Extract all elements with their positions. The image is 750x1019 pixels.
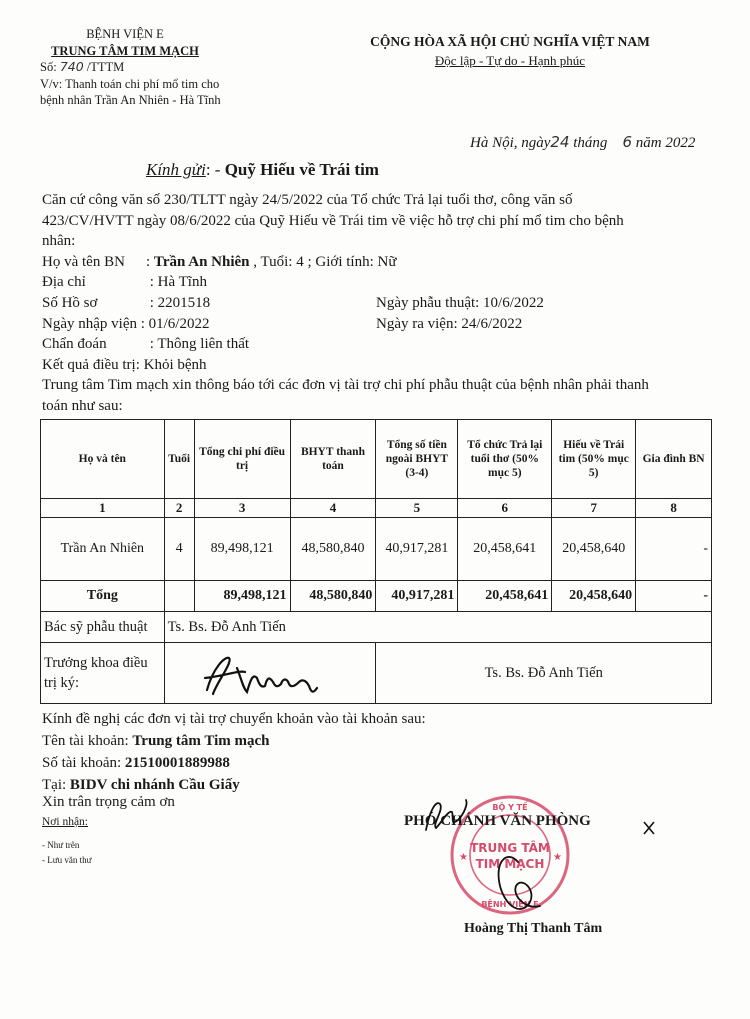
svg-text:★: ★ [553, 852, 562, 863]
recipients-title: Nơi nhận: [42, 816, 89, 828]
table-cell: - [636, 518, 712, 581]
svg-text:★: ★ [459, 852, 468, 863]
recipient-item: - Như trên [42, 840, 80, 850]
table-row [41, 518, 712, 581]
recipient-line: Kính gửi: - Quỹ Hiếu về Trái tim [146, 160, 379, 179]
national-motto: Độc lập - Tự do - Hạnh phúc [434, 53, 586, 68]
admit-line [42, 314, 712, 335]
head-signature-icon [195, 648, 325, 702]
table-cell: Trần An Nhiên [41, 518, 165, 581]
result-line: Kết quả điều trị: Khỏi bệnh [42, 356, 207, 373]
document-number: Số: 740 /TTTM [40, 59, 125, 74]
surgeon-name: Ts. Bs. Đỗ Anh Tiến [164, 612, 711, 643]
thanks-line: Xin trân trọng cảm ơn [42, 794, 175, 810]
surgery-date: Ngày phẫu thuật: 10/6/2022 [376, 294, 544, 311]
table-cell: 89,498,121 [194, 518, 290, 581]
svg-text:BỆNH VIỆN E: BỆNH VIỆN E [481, 900, 539, 909]
table-header: Họ và tên [41, 420, 165, 499]
table-header: Tuổi [164, 420, 194, 499]
notice-line-2: toán như sau: [42, 397, 123, 414]
bank-section [42, 708, 722, 796]
signer-name: Hoàng Thị Thanh Tâm [464, 921, 603, 936]
table-cell: 20,458,640 [552, 581, 636, 612]
date-line: Hà Nội, ngày24 tháng 6 năm 2022 [470, 133, 696, 151]
head-signature-row [41, 643, 712, 704]
patient-name: Trần An Nhiên [153, 253, 250, 270]
svg-text:TRUNG TÂM: TRUNG TÂM [470, 841, 550, 855]
head-label: Trưởng khoa điều trị ký: [41, 643, 165, 704]
diagnosis-line: Chẩn đoán : Thông liên thất [42, 336, 250, 353]
table-cell [164, 581, 194, 612]
record-line: Số Hồ sơ : 2201518 Ngày phẫu thuật: 10/6/2022 [42, 293, 712, 314]
table-header: Tổng số tiền ngoài BHYT (3-4) [376, 420, 458, 499]
handwritten-month: 6 [622, 133, 632, 151]
recipient-name: Quỹ Hiếu về Trái tim [224, 160, 379, 179]
table-cell: 89,498,121 [194, 581, 290, 612]
body-text [42, 190, 712, 417]
account-name-line: Tên tài khoản: Trung tâm Tim mạch [42, 733, 270, 749]
director-signature-icon [418, 790, 658, 930]
bank-request: Kính đề nghị các đơn vị tài trợ chuyển khoản vào tài khoản sau: [42, 711, 426, 727]
address-line: Địa chỉ : Hà Tĩnh [42, 274, 207, 291]
intro-line-1: Căn cứ công văn số 230/TLTT ngày 24/5/2022 của Tổ chức Trả lại tuổi thơ, công văn số [42, 192, 573, 208]
table-cell: Tổng [41, 581, 165, 612]
svg-text:TIM MẠCH: TIM MẠCH [475, 857, 545, 871]
notice-line-1: Trung tâm Tim mạch xin thông báo tới các đơn vị tài trợ chi phí phẫu thuật của bệnh nhân phải thanh [42, 377, 649, 394]
discharge-date: Ngày ra viện: 24/6/2022 [376, 315, 523, 332]
table-cell: 4 [164, 518, 194, 581]
admit-date: Ngày nhập viện : 01/6/2022 [42, 315, 210, 332]
table-header: Tổ chức Trả lại tuổi thơ (50% mục 5) [458, 420, 552, 499]
account-name: Trung tâm Tim mạch [132, 733, 270, 749]
recipient-item: - Lưu văn thư [42, 855, 92, 865]
table-header-row [41, 420, 712, 499]
account-number: 21510001889988 [124, 755, 230, 771]
header-right [350, 34, 670, 69]
intro-line-2: 423/CV/HVTT ngày 08/6/2022 của Quỹ Hiếu về Trái tim về việc hỗ trợ chi phí mổ tim cho bệnh [42, 212, 624, 229]
table-header: Hiếu về Trái tim (50% mục 5) [552, 420, 636, 499]
surgeon-row [41, 612, 712, 643]
table-total-row [41, 581, 712, 612]
table-number-row: 1 2 3 4 5 6 7 8 [41, 499, 712, 518]
bank-branch: BIDV chi nhánh Cầu Giấy [69, 777, 240, 793]
table-header: Gia đình BN [636, 420, 712, 499]
cost-table [40, 419, 712, 704]
table-header: BHYT thanh toán [290, 420, 376, 499]
recipients-list [42, 815, 92, 868]
branch-line: Tại: BIDV chi nhánh Cầu Giấy [42, 777, 240, 793]
handwritten-day: 24 [550, 133, 570, 151]
account-no-line: Số tài khoản: 21510001889988 [42, 755, 230, 771]
hospital-name: BỆNH VIỆN E [86, 27, 164, 41]
table-cell: 48,580,840 [290, 581, 376, 612]
table-cell: - [636, 581, 712, 612]
subject-line-1: V/v: Thanh toán chi phí mổ tim cho [40, 76, 220, 91]
head-name: Ts. Bs. Đỗ Anh Tiến [376, 643, 712, 704]
table-cell: 40,917,281 [376, 518, 458, 581]
intro-line-3: nhân: [42, 233, 76, 250]
table-cell: 20,458,641 [458, 518, 552, 581]
table-cell: 40,917,281 [376, 581, 458, 612]
handwritten-number: 740 [59, 59, 84, 74]
table-cell: 20,458,640 [552, 518, 636, 581]
svg-text:BỘ Y TẾ: BỘ Y TẾ [492, 803, 528, 812]
table-header: Tổng chi phí điều trị [194, 420, 290, 499]
header-left [40, 26, 280, 109]
patient-name-line: Họ và tên BN : Trần An Nhiên , Tuổi: 4 ; Giới tính: Nữ [42, 253, 397, 270]
subject-line-2: bệnh nhân Trần An Nhiên - Hà Tĩnh [40, 93, 221, 107]
country-name: CỘNG HÒA XÃ HỘI CHỦ NGHĨA VIỆT NAM [370, 34, 650, 49]
center-name: TRUNG TÂM TIM MẠCH [51, 43, 199, 58]
table-cell: 20,458,641 [458, 581, 552, 612]
table-cell: 48,580,840 [290, 518, 376, 581]
surgeon-label: Bác sỹ phẫu thuật [41, 612, 165, 643]
signer-title: PHÓ CHÁNH VĂN PHÒNG [404, 813, 591, 829]
